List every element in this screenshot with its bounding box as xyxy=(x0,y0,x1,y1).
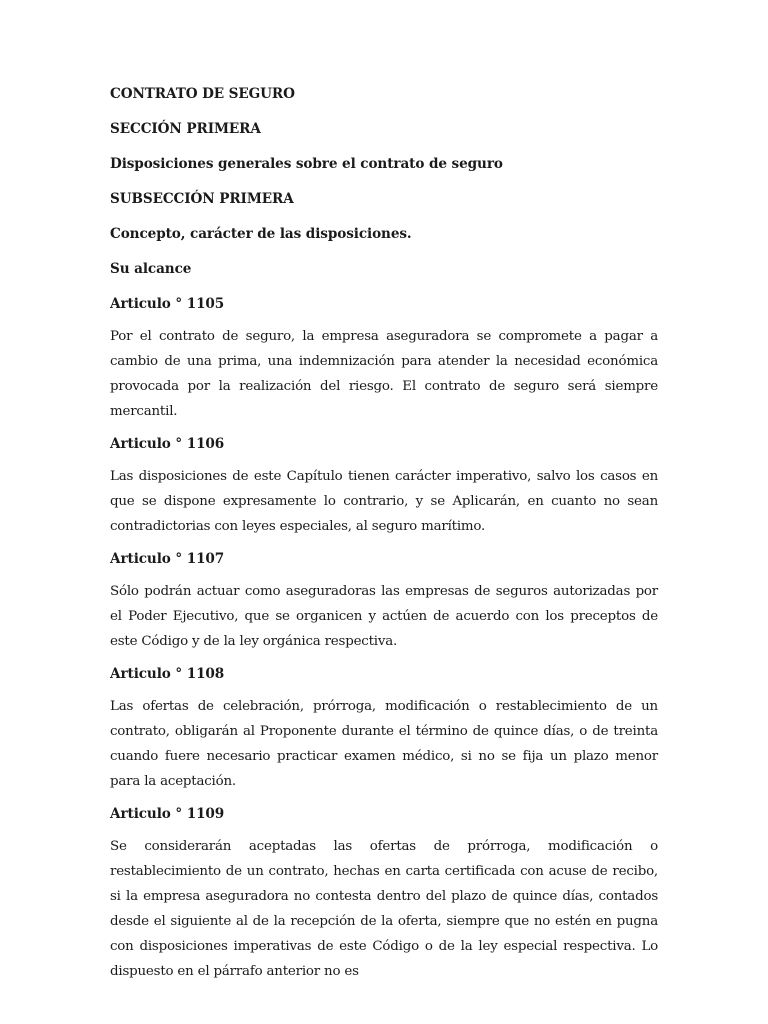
section-subtitle: Disposiciones generales sobre el contrato de seguro xyxy=(110,156,503,172)
section-heading: SECCIÓN PRIMERA xyxy=(110,121,261,137)
document-page xyxy=(110,84,658,994)
article-heading: Articulo ° 1105 xyxy=(110,296,225,312)
document-title: CONTRATO DE SEGURO xyxy=(110,86,295,102)
article-text: Sólo podrán actuar como aseguradoras las empresas de seguros autorizadas por el Poder Ejecutivo, que se organicen y actúen de acuerdo con los preceptos de este Código y de la ley orgánica respectiva. xyxy=(110,584,658,649)
article-heading: Articulo ° 1106 xyxy=(110,436,225,452)
subsection-heading: SUBSECCIÓN PRIMERA xyxy=(110,191,294,207)
article-heading: Articulo ° 1109 xyxy=(110,806,225,822)
subsection-subtitle: Concepto, carácter de las disposiciones. xyxy=(110,226,412,242)
article-text: Se considerarán aceptadas las ofertas de prórroga, modificación o restablecimiento de un contrato, hechas en carta certificada con acuse de recibo, si la empresa aseguradora no contesta dentro del plazo de quince días, contados desde el siguiente al de la recepción de la oferta, siempre que no estén en pugna con disposiciones imperativas de este Código o de la ley especial respectiva. Lo dispuesto en el párrafo anterior no es xyxy=(110,839,658,979)
article-text: Por el contrato de seguro, la empresa aseguradora se compromete a pagar a cambio de una prima, una indemnización para atender la necesidad económica provocada por la realización del riesgo. El contrato de seguro será siempre mercantil. xyxy=(110,329,658,419)
article-heading: Articulo ° 1108 xyxy=(110,666,225,682)
article-text: Las disposiciones de este Capítulo tienen carácter imperativo, salvo los casos en que se dispone expresamente lo contrario, y se Aplicarán, en cuanto no sean contradictorias con leyes especiales, al seguro marítimo. xyxy=(110,469,658,534)
article-heading: Articulo ° 1107 xyxy=(110,551,225,567)
subsection-subtitle-2: Su alcance xyxy=(110,261,192,277)
article-text: Las ofertas de celebración, prórroga, modificación o restablecimiento de un contrato, obligarán al Proponente durante el término de quince días, o de treinta cuando fuere necesario practicar examen médico, si no se fija un plazo menor para la aceptación. xyxy=(110,699,658,789)
